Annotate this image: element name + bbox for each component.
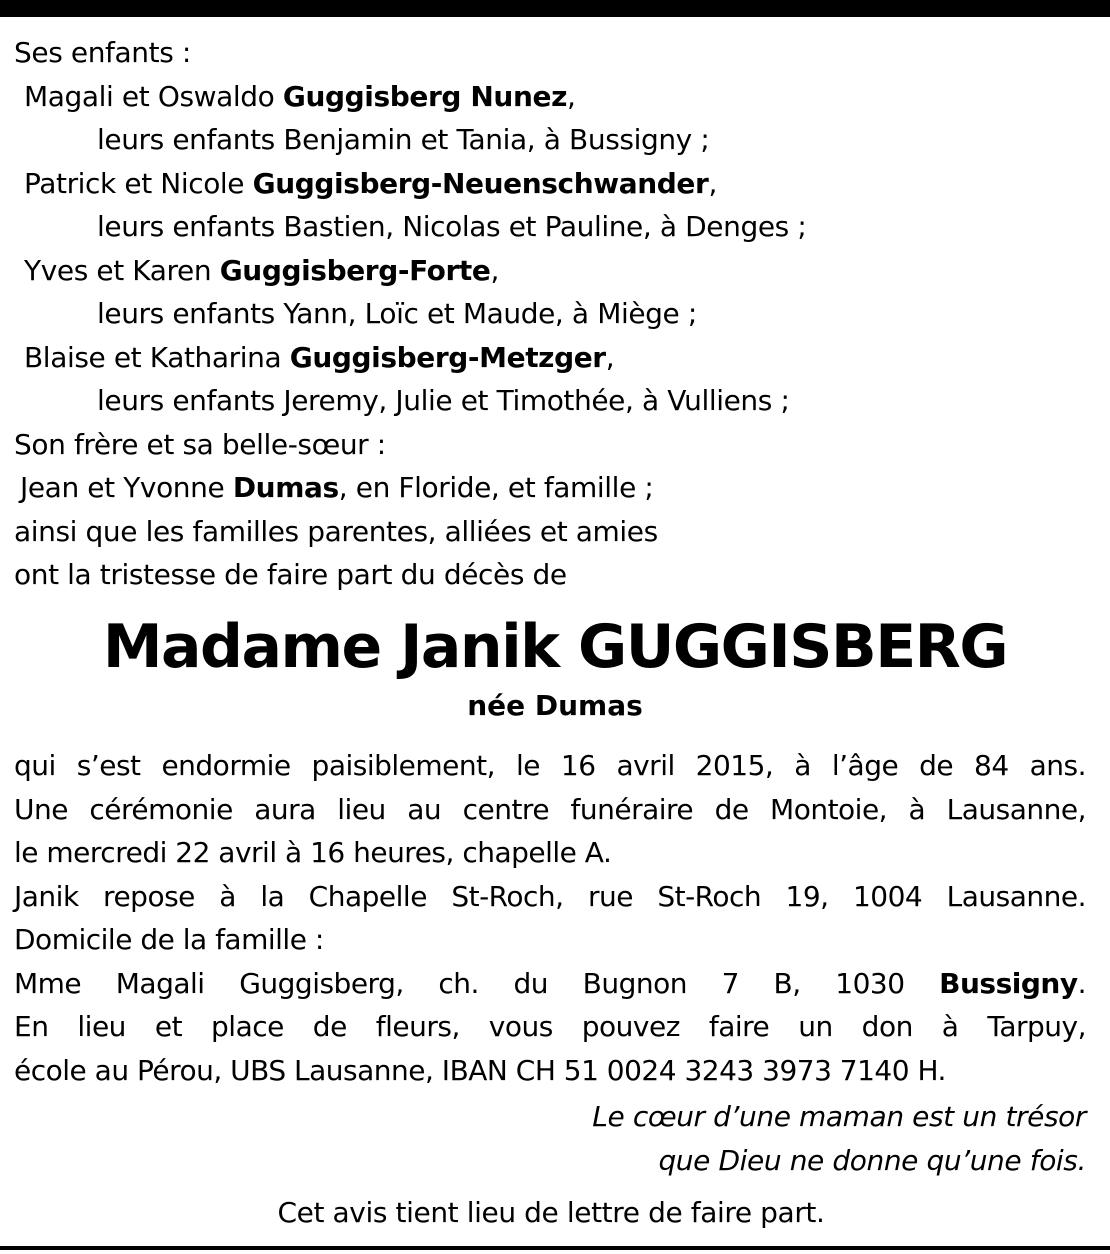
address-town: Bussigny: [939, 966, 1078, 1000]
detail-line-5: Domicile de la famille :: [14, 923, 324, 956]
deceased-name: Madame Janik GUGGISBERG: [102, 612, 1008, 682]
punctuation: ,: [490, 253, 500, 287]
sibling-names: Jean et Yvonne: [20, 471, 233, 504]
sibling-heading: Son frère et sa belle-sœur :: [14, 427, 386, 461]
detail-line-3: le mercredi 22 avril à 16 heures, chapelle A.: [14, 836, 612, 869]
family-children-1: leurs enfants Benjamin et Tania, à Bussigny ;: [97, 123, 710, 156]
family-parents-1: [14, 75, 1086, 119]
detail-line-8: école au Pérou, UBS Lausanne, IBAN CH 51 0024 3243 3973 7140 H.: [14, 1053, 946, 1087]
parents-names: Magali et Oswaldo: [24, 79, 283, 113]
detail-line-6: [14, 962, 1086, 1006]
address-text: Mme Magali Guggisberg, ch. du Bugnon 7 B, 1030: [14, 966, 940, 1000]
family-list: [14, 31, 1086, 597]
bottom-rule: [0, 1246, 1110, 1250]
maiden-name: née Dumas: [467, 689, 643, 722]
family-parents-3: [14, 249, 1086, 293]
family-children-3: leurs enfants Yann, Loïc et Maude, à Miège ;: [97, 297, 697, 330]
closing-line-2: ont la tristesse de faire part du décès de: [14, 558, 567, 591]
family-surname: Guggisberg-Metzger: [289, 340, 606, 374]
parents-names: Yves et Karen: [24, 253, 220, 287]
notice-details: [14, 744, 1086, 1092]
detail-line-2: Une cérémonie aura lieu au centre funéraire de Montoie, à Lausanne,: [14, 792, 1086, 826]
closing-line-1: ainsi que les familles parentes, alliées et amies: [14, 514, 658, 548]
detail-line-1: qui s’est endormie paisiblement, le 16 avril 2015, à l’âge de 84 ans.: [14, 749, 1086, 782]
punctuation: .: [1077, 966, 1086, 1000]
family-parents-4: [14, 336, 1086, 380]
children-heading: Ses enfants :: [14, 36, 191, 69]
family-parents-2: [14, 162, 1086, 206]
footer-note: Cet avis tient lieu de lettre de faire part.: [277, 1196, 825, 1229]
punctuation: ,: [566, 79, 576, 113]
quote-line-2: que Dieu ne donne qu’une fois.: [658, 1143, 1086, 1177]
quote-line-1: Le cœur d’une maman est un trésor: [592, 1100, 1086, 1133]
family-children-4: leurs enfants Jeremy, Julie et Timothée, à Vulliens ;: [97, 384, 790, 417]
sibling-rest: , en Floride, et famille ;: [338, 471, 654, 504]
detail-line-7: En lieu et place de fleurs, vous pouvez faire un don à Tarpuy,: [14, 1010, 1086, 1043]
parents-names: Patrick et Nicole: [24, 166, 253, 200]
family-children-2: leurs enfants Bastien, Nicolas et Pauline, à Denges ;: [97, 210, 807, 243]
family-surname: Guggisberg Nunez: [282, 79, 567, 113]
parents-names: Blaise et Katharina: [24, 340, 290, 374]
family-surname: Guggisberg-Neuenschwander: [252, 166, 709, 200]
quote: [592, 1095, 1086, 1182]
punctuation: ,: [708, 166, 717, 200]
sibling-surname: Dumas: [232, 471, 339, 504]
sibling-line: [14, 466, 1086, 510]
punctuation: ,: [605, 340, 615, 374]
top-rule: [0, 0, 1110, 17]
family-surname: Guggisberg-Forte: [219, 253, 491, 287]
detail-line-4: Janik repose à la Chapelle St-Roch, rue St-Roch 19, 1004 Lausanne.: [14, 879, 1086, 913]
